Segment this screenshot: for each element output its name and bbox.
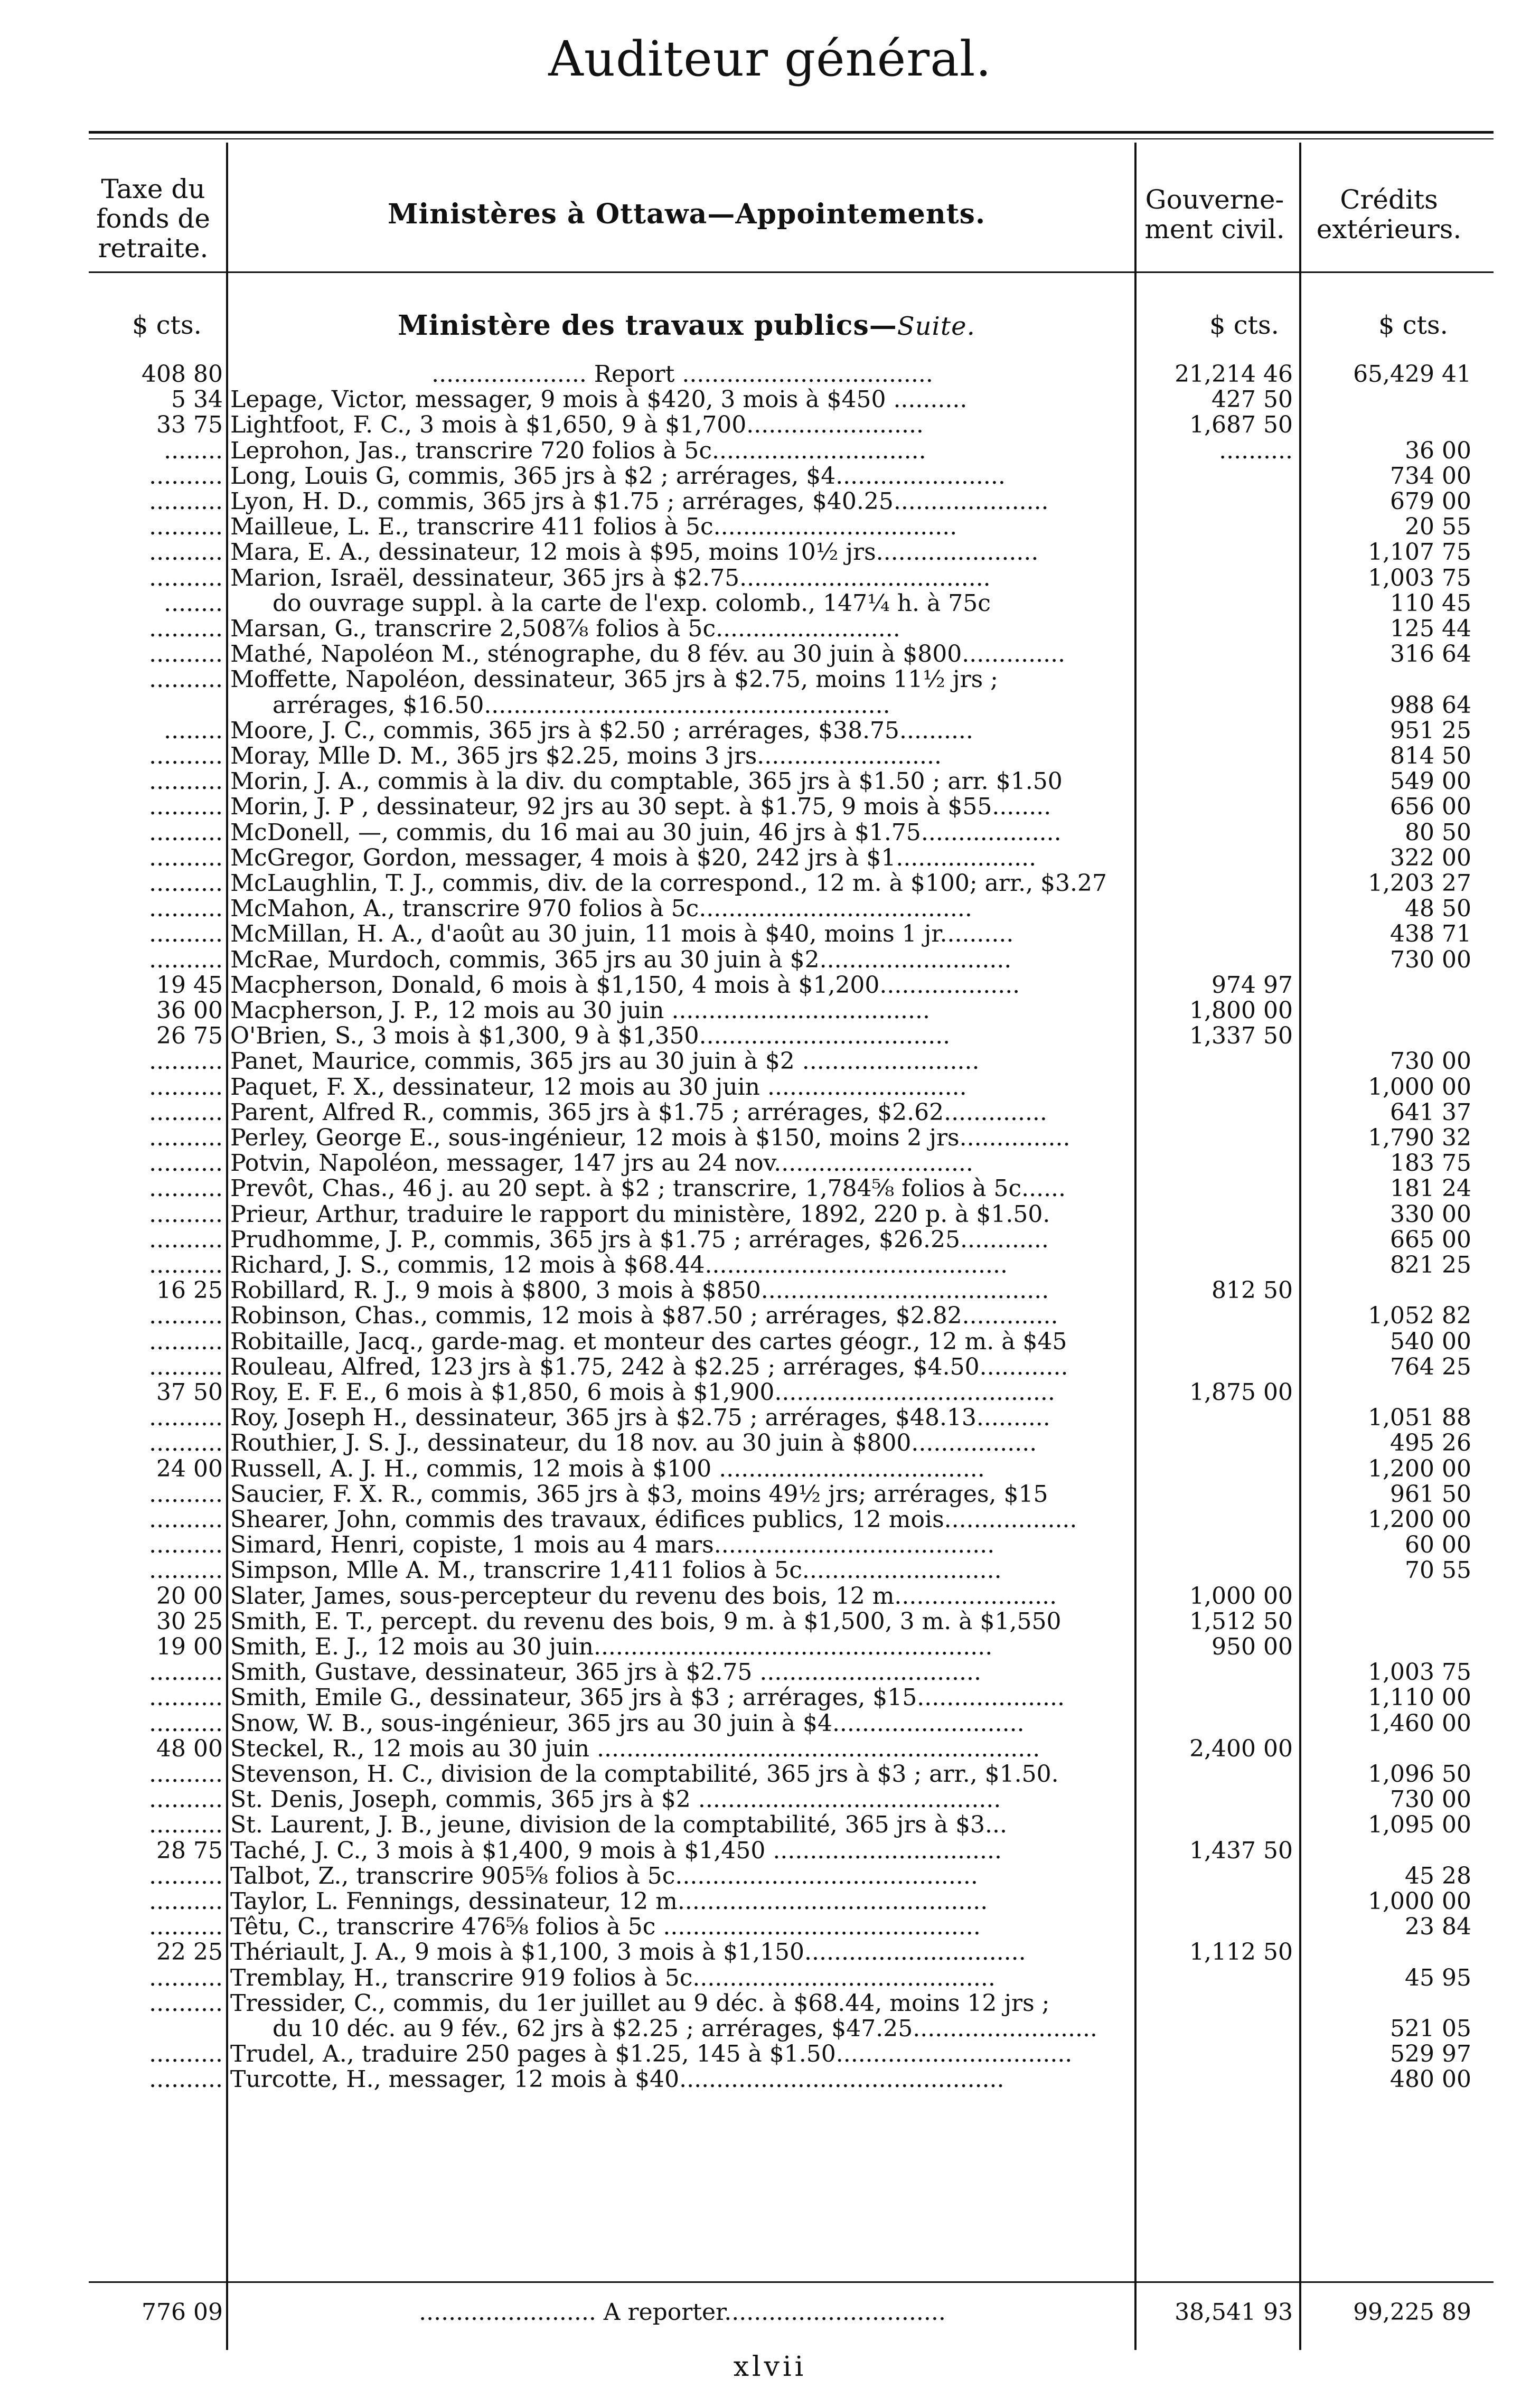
credits-cell: 1,096 50 [1368, 1761, 1471, 1788]
table-row [0, 2064, 1540, 2095]
header-fonds: Taxe du fonds de retraite. [96, 174, 210, 264]
fonds-cell: 5 34 [171, 386, 223, 413]
description-cell: Trudel, A., traduire 250 pages à $1.25, 145 à $1.50................................ [230, 2041, 1073, 2068]
description-cell: Marsan, G., transcrire 2,508⅞ folios à 5c......................... [230, 615, 900, 642]
credits-cell: 183 75 [1390, 1150, 1471, 1177]
fonds-cell: 20 00 [156, 1582, 223, 1610]
fonds-cell: .......... [149, 1684, 223, 1712]
fonds-cell: .......... [149, 1175, 223, 1202]
gouvernement-cell: 21,214 46 [1175, 361, 1293, 388]
fonds-cell: .......... [149, 1098, 223, 1126]
fonds-cell: .......... [149, 742, 223, 769]
credits-cell: 821 25 [1390, 1252, 1471, 1278]
credits-cell: 1,003 75 [1368, 564, 1471, 591]
fonds-cell: 30 25 [156, 1607, 223, 1635]
description-cell: Parent, Alfred R., commis, 365 jrs à $1.75 ; arrérages, $2.62.............. [230, 1098, 1047, 1126]
fonds-cell: ........ [164, 717, 223, 744]
credits-cell: 330 00 [1390, 1200, 1471, 1228]
credits-cell: 1,460 00 [1368, 1709, 1471, 1737]
gouvernement-cell: 1,000 00 [1189, 1582, 1293, 1610]
description-cell: Lepage, Victor, messager, 9 mois à $420, 3 mois à $450 .......... [230, 386, 968, 413]
credits-cell: 1,200 00 [1368, 1455, 1471, 1482]
fonds-cell: ........ [164, 437, 223, 464]
credits-cell: 80 50 [1405, 819, 1471, 846]
description-cell: Moray, Mlle D. M., 365 jrs $2.25, moins 3 jrs......................... [230, 742, 942, 769]
page-title: Auditeur général. [548, 31, 992, 87]
gouvernement-cell: 950 00 [1212, 1633, 1293, 1660]
fonds-cell: .......... [149, 870, 223, 897]
credits-cell: 641 37 [1390, 1098, 1471, 1126]
credits-cell: 20 55 [1405, 513, 1471, 541]
description-cell: Lightfoot, F. C., 3 mois à $1,650, 9 à $1,700........................ [230, 411, 924, 439]
description-cell: do ouvrage suppl. à la carte de l'exp. colomb., 147¼ h. à 75c [273, 589, 991, 617]
total-fonds: 776 09 [142, 2299, 223, 2326]
gouvernement-cell: 2,400 00 [1189, 1735, 1293, 1762]
credits-cell: 1,051 88 [1368, 1404, 1471, 1432]
top-rule [89, 131, 1494, 134]
unit-credits: $ cts. [1378, 311, 1448, 340]
fonds-cell: 28 75 [156, 1837, 223, 1864]
fonds-cell: .......... [149, 793, 223, 821]
description-cell: Rouleau, Alfred, 123 jrs à $1.75, 242 à $2.25 ; arrérages, $4.50............ [230, 1353, 1068, 1380]
description-cell: Roy, E. F. E., 6 mois à $1,850, 6 mois à $1,900...................................... [230, 1379, 1055, 1406]
description-cell: Robitaille, Jacq., garde-mag. et monteur des cartes géogr., 12 m. à $45 [230, 1328, 1067, 1355]
description-cell: Robinson, Chas., commis, 12 mois à $87.50 ; arrérages, $2.82............. [230, 1302, 1058, 1330]
description-cell: Mailleue, L. E., transcrire 411 folios à 5c................................. [230, 513, 957, 541]
gouvernement-cell: 974 97 [1212, 971, 1293, 999]
credits-cell: 1,052 82 [1368, 1302, 1471, 1330]
gouvernement-cell: 1,512 50 [1189, 1607, 1293, 1635]
credits-cell: 730 00 [1390, 946, 1471, 973]
fonds-cell: .......... [149, 1557, 223, 1584]
description-cell: Paquet, F. X., dessinateur, 12 mois au 30 juin ........................... [230, 1073, 967, 1101]
description-cell: McMahon, A., transcrire 970 folios à 5c..................................... [230, 895, 972, 923]
fonds-cell: .......... [149, 1761, 223, 1788]
unit-fonds: $ cts. [132, 311, 202, 340]
fonds-cell: .......... [149, 1328, 223, 1355]
gouvernement-cell: 812 50 [1212, 1277, 1293, 1304]
top-rule-thin [89, 138, 1494, 139]
fonds-cell: 408 80 [142, 361, 223, 388]
description-cell: Roy, Joseph H., dessinateur, 365 jrs à $2.75 ; arrérages, $48.13.......... [230, 1404, 1050, 1432]
credits-cell: 1,790 32 [1368, 1124, 1471, 1151]
description-cell: Taylor, L. Fennings, dessinateur, 12 m.......................................... [230, 1888, 988, 1915]
description-cell: Macpherson, Donald, 6 mois à $1,150, 4 mois à $1,200................... [230, 971, 1020, 999]
fonds-cell: .......... [149, 1200, 223, 1228]
description-cell: Steckel, R., 12 mois au 30 juin ............................................................ [230, 1735, 1040, 1762]
credits-cell: 322 00 [1390, 844, 1471, 871]
gouvernement-cell: 1,437 50 [1189, 1837, 1293, 1864]
header-rule [89, 271, 1494, 273]
credits-cell: 110 45 [1390, 589, 1471, 617]
credits-cell: 70 55 [1405, 1557, 1471, 1584]
description-cell: McDonell, —, commis, du 16 mai au 30 juin, 46 jrs à $1.75................... [230, 819, 1062, 846]
description-cell: Smith, E. T., percept. du revenu des bois, 9 m. à $1,500, 3 m. à $1,550 [230, 1607, 1062, 1635]
total-gouv: 38,541 93 [1175, 2299, 1293, 2326]
credits-cell: 495 26 [1390, 1430, 1471, 1457]
credits-cell: 665 00 [1390, 1226, 1471, 1253]
description-cell: Slater, James, sous-percepteur du revenu des bois, 12 m...................... [230, 1582, 1057, 1610]
fonds-cell: .......... [149, 819, 223, 846]
fonds-cell: .......... [149, 1862, 223, 1889]
credits-cell: 961 50 [1390, 1480, 1471, 1508]
fonds-cell: 24 00 [156, 1455, 223, 1482]
description-cell: Potvin, Napoléon, messager, 147 jrs au 24 nov........................... [230, 1150, 973, 1177]
fonds-cell: .......... [149, 641, 223, 668]
credits-cell: 36 00 [1405, 437, 1471, 464]
credits-cell: 48 50 [1405, 895, 1471, 923]
fonds-cell: 37 50 [156, 1379, 223, 1406]
description-cell: Panet, Maurice, commis, 365 jrs au 30 juin à $2 ........................ [230, 1048, 980, 1075]
description-cell: Tremblay, H., transcrire 919 folios à 5c......................................... [230, 1964, 996, 1991]
description-cell: Simard, Henri, copiste, 1 mois au 4 mars...................................... [230, 1531, 995, 1559]
fonds-cell: .......... [149, 1480, 223, 1508]
description-cell: Smith, Gustave, dessinateur, 365 jrs à $2.75 .............................. [230, 1659, 981, 1686]
description-cell: Richard, J. S., commis, 12 mois à $68.44......................................... [230, 1252, 1008, 1278]
fonds-cell: .......... [149, 488, 223, 515]
fonds-cell: .......... [149, 1786, 223, 1813]
credits-cell: 1,003 75 [1368, 1659, 1471, 1686]
description-cell: Lyon, H. D., commis, 365 jrs à $1.75 ; arrérages, $40.25..................... [230, 488, 1049, 515]
description-cell: Prieur, Arthur, traduire le rapport du ministère, 1892, 220 p. à $1.50. [230, 1200, 1050, 1228]
fonds-cell: 36 00 [156, 997, 223, 1024]
credits-cell: 1,107 75 [1368, 539, 1471, 566]
gouvernement-cell: 1,112 50 [1189, 1939, 1293, 1966]
credits-cell: 1,095 00 [1368, 1811, 1471, 1839]
fonds-cell: .......... [149, 1124, 223, 1151]
description-cell: Stevenson, H. C., division de la comptabilité, 365 jrs à $3 ; arr., $1.50. [230, 1761, 1059, 1788]
fonds-cell: .......... [149, 1430, 223, 1457]
bottom-rule [89, 2281, 1494, 2283]
description-cell: Saucier, F. X. R., commis, 365 jrs à $3, moins 49½ jrs; arrérages, $15 [230, 1480, 1048, 1508]
fonds-cell: .......... [149, 1150, 223, 1177]
fonds-cell: .......... [149, 513, 223, 541]
header-credits: Crédits extérieurs. [1316, 184, 1462, 245]
description-cell: Mathé, Napoléon M., sténographe, du 8 fév. au 30 juin à $800.............. [230, 641, 1066, 668]
description-cell: Snow, W. B., sous-ingénieur, 365 jrs au 30 juin à $4.......................... [230, 1709, 1025, 1737]
credits-cell: 764 25 [1390, 1353, 1471, 1380]
credits-cell: 734 00 [1390, 462, 1471, 490]
credits-cell: 656 00 [1390, 793, 1471, 821]
total-row [0, 2297, 1540, 2328]
description-cell: McLaughlin, T. J., commis, div. de la correspond., 12 m. à $100; arr., $3.27 [230, 870, 1107, 897]
credits-cell: 125 44 [1390, 615, 1471, 642]
description-cell: Smith, E. J., 12 mois au 30 juin...................................................... [230, 1633, 993, 1660]
description-cell: Perley, George E., sous-ingénieur, 12 mois à $150, moins 2 jrs............... [230, 1124, 1071, 1151]
fonds-cell: .......... [149, 1913, 223, 1941]
unit-gouv: $ cts. [1209, 311, 1279, 340]
fonds-cell: .......... [149, 462, 223, 490]
credits-cell: 1,200 00 [1368, 1506, 1471, 1533]
fonds-cell: .......... [149, 1353, 223, 1380]
description-cell: Robillard, R. J., 9 mois à $800, 3 mois à $850....................................... [230, 1277, 1049, 1304]
description-cell: McRae, Murdoch, commis, 365 jrs au 30 juin à $2.......................... [230, 946, 1012, 973]
gouvernement-cell: 1,800 00 [1189, 997, 1293, 1024]
description-cell: Smith, Emile G., dessinateur, 365 jrs à $3 ; arrérages, $15.................... [230, 1684, 1065, 1712]
section-title [232, 309, 1141, 342]
fonds-cell: .......... [149, 2041, 223, 2068]
credits-cell: 540 00 [1390, 1328, 1471, 1355]
fonds-cell: .......... [149, 539, 223, 566]
credits-cell: 1,000 00 [1368, 1888, 1471, 1915]
total-desc: ........................ A reporter.............................. [419, 2299, 946, 2326]
credits-cell: 730 00 [1390, 1048, 1471, 1075]
section-title-text: Ministère des travaux publics— [398, 309, 897, 342]
credits-cell: 521 05 [1390, 2015, 1471, 2042]
description-cell: Thériault, J. A., 9 mois à $1,100, 3 mois à $1,150.............................. [230, 1939, 1026, 1966]
credits-cell: 730 00 [1390, 1786, 1471, 1813]
credits-cell: 814 50 [1390, 742, 1471, 769]
description-cell: Prudhomme, J. P., commis, 365 jrs à $1.75 ; arrérages, $26.25............ [230, 1226, 1049, 1253]
credits-cell: 438 71 [1390, 920, 1471, 948]
description-cell: O'Brien, S., 3 mois à $1,300, 9 à $1,350.................................. [230, 1022, 951, 1050]
fonds-cell: 22 25 [156, 1939, 223, 1966]
description-cell: Taché, J. C., 3 mois à $1,400, 9 mois à $1,450 ............................... [230, 1837, 1002, 1864]
description-cell: du 10 déc. au 9 fév., 62 jrs à $2.25 ; arrérages, $47.25......................... [273, 2015, 1097, 2042]
credits-cell: 988 64 [1390, 691, 1471, 719]
fonds-cell: .......... [149, 1302, 223, 1330]
fonds-cell: .......... [149, 2066, 223, 2093]
fonds-cell: .......... [149, 920, 223, 948]
description-cell: Morin, J. A., commis à la div. du comptable, 365 jrs à $1.50 ; arr. $1.50 [230, 768, 1063, 795]
fonds-cell: .......... [149, 1252, 223, 1278]
fonds-cell: 19 45 [156, 971, 223, 999]
fonds-cell: .......... [149, 844, 223, 871]
page-number: xlvii [733, 2351, 807, 2383]
description-cell: St. Laurent, J. B., jeune, division de la comptabilité, 365 jrs à $3... [230, 1811, 1008, 1839]
credits-cell: 1,110 00 [1368, 1684, 1471, 1712]
fonds-cell: .......... [149, 1659, 223, 1686]
description-cell: Russell, A. J. H., commis, 12 mois à $100 .................................... [230, 1455, 985, 1482]
description-cell: McMillan, H. A., d'août au 30 juin, 11 mois à $40, moins 1 jr.......... [230, 920, 1014, 948]
credits-cell: 1,000 00 [1368, 1073, 1471, 1101]
description-cell: St. Denis, Joseph, commis, 365 jrs à $2 ......................................... [230, 1786, 1001, 1813]
credits-cell: 1,203 27 [1368, 870, 1471, 897]
gouvernement-cell: .......... [1219, 437, 1293, 464]
credits-cell: 60 00 [1405, 1531, 1471, 1559]
fonds-cell: 16 25 [156, 1277, 223, 1304]
header-gouv: Gouverne-ment civil. [1144, 184, 1285, 245]
credits-cell: 480 00 [1390, 2066, 1471, 2093]
credits-cell: 181 24 [1390, 1175, 1471, 1202]
description-cell: Marion, Israël, dessinateur, 365 jrs à $2.75.................................. [230, 564, 991, 591]
description-cell: Talbot, Z., transcrire 905⅝ folios à 5c......................................... [230, 1862, 978, 1889]
credits-cell: 529 97 [1390, 2041, 1471, 2068]
fonds-cell: .......... [149, 1709, 223, 1737]
fonds-cell: 26 75 [156, 1022, 223, 1050]
fonds-cell: 48 00 [156, 1735, 223, 1762]
fonds-cell: .......... [149, 1888, 223, 1915]
credits-cell: 549 00 [1390, 768, 1471, 795]
description-cell: arrérages, $16.50....................................................... [273, 691, 890, 719]
credits-cell: 679 00 [1390, 488, 1471, 515]
description-cell: McGregor, Gordon, messager, 4 mois à $20, 242 jrs à $1................... [230, 844, 1037, 871]
fonds-cell: .......... [149, 768, 223, 795]
gouvernement-cell: 1,875 00 [1189, 1379, 1293, 1406]
credits-cell: 316 64 [1390, 641, 1471, 668]
credits-cell: 23 84 [1405, 1913, 1471, 1941]
fonds-cell: .......... [149, 1964, 223, 1991]
description-cell: Turcotte, H., messager, 12 mois à $40............................................ [230, 2066, 1004, 2093]
fonds-cell: .......... [149, 615, 223, 642]
description-cell: Moffette, Napoléon, dessinateur, 365 jrs à $2.75, moins 11½ jrs ; [230, 666, 998, 693]
fonds-cell: .......... [149, 564, 223, 591]
gouvernement-cell: 1,687 50 [1189, 411, 1293, 439]
description-cell: Morin, J. P , dessinateur, 92 jrs au 30 sept. à $1.75, 9 mois à $55........ [230, 793, 1051, 821]
total-credits: 99,225 89 [1353, 2299, 1471, 2326]
fonds-cell: .......... [149, 1989, 223, 2017]
description-cell: Routhier, J. S. J., dessinateur, du 18 nov. au 30 juin à $800................. [230, 1430, 1037, 1457]
gouvernement-cell: 1,337 50 [1189, 1022, 1293, 1050]
fonds-cell: 33 75 [156, 411, 223, 439]
description-cell: Moore, J. C., commis, 365 jrs à $2.50 ; arrérages, $38.75.......... [230, 717, 973, 744]
description-cell: Long, Louis G, commis, 365 jrs à $2 ; arrérages, $4....................... [230, 462, 1006, 490]
description-cell: Tressider, C., commis, du 1er juillet au 9 déc. à $68.44, moins 12 jrs ; [230, 1989, 1050, 2017]
fonds-cell: .......... [149, 1506, 223, 1533]
fonds-cell: .......... [149, 666, 223, 693]
credits-cell: 951 25 [1390, 717, 1471, 744]
description-cell: Simpson, Mlle A. M., transcrire 1,411 folios à 5c........................... [230, 1557, 1002, 1584]
description-cell: Têtu, C., transcrire 476⅝ folios à 5c ........................................... [230, 1913, 981, 1941]
credits-cell: 45 95 [1405, 1964, 1471, 1991]
description-cell: ..................... Report .................................. [431, 361, 933, 388]
fonds-cell: .......... [149, 1048, 223, 1075]
fonds-cell: .......... [149, 946, 223, 973]
section-suffix: Suite. [897, 312, 975, 341]
description-cell: Macpherson, J. P., 12 mois au 30 juin ................................... [230, 997, 930, 1024]
description-cell: Prevôt, Chas., 46 j. au 20 sept. à $2 ; transcrire, 1,784⅝ folios à 5c...... [230, 1175, 1066, 1202]
fonds-cell: .......... [149, 1811, 223, 1839]
header-title: Ministères à Ottawa—Appointements. [387, 198, 986, 230]
fonds-cell: .......... [149, 1226, 223, 1253]
description-cell: Shearer, John, commis des travaux, édifices publics, 12 mois.................. [230, 1506, 1077, 1533]
fonds-cell: .......... [149, 1073, 223, 1101]
gouvernement-cell: 427 50 [1212, 386, 1293, 413]
fonds-cell: .......... [149, 1404, 223, 1432]
credits-cell: 45 28 [1405, 1862, 1471, 1889]
fonds-cell: .......... [149, 895, 223, 923]
description-cell: Mara, E. A., dessinateur, 12 mois à $95, moins 10½ jrs...................... [230, 539, 1039, 566]
description-cell: Leprohon, Jas., transcrire 720 folios à 5c............................. [230, 437, 926, 464]
fonds-cell: 19 00 [156, 1633, 223, 1660]
credits-cell: 65,429 41 [1353, 361, 1471, 388]
fonds-cell: .......... [149, 1531, 223, 1559]
fonds-cell: ........ [164, 589, 223, 617]
